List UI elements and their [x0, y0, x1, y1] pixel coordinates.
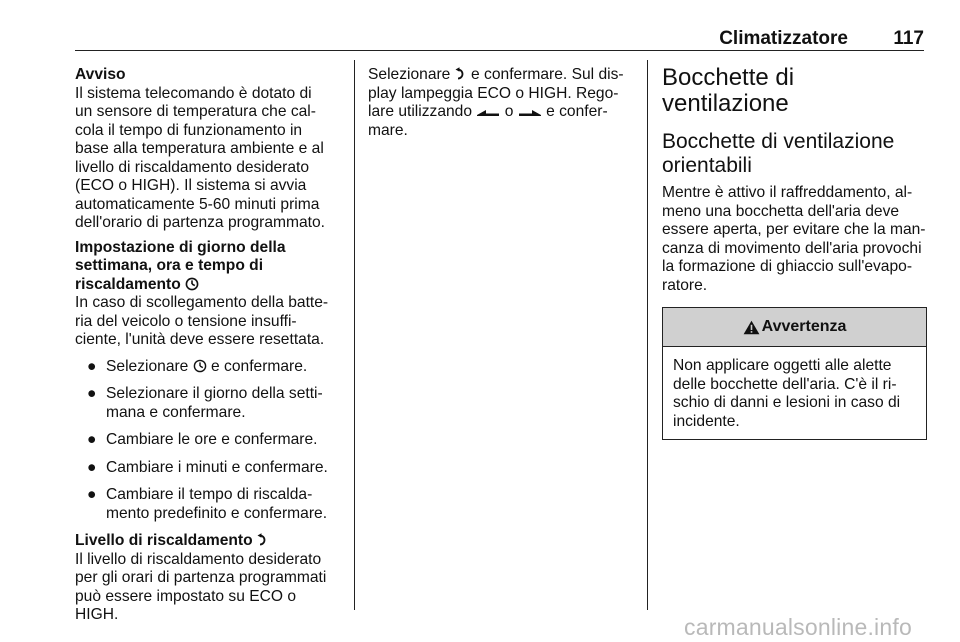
text-line: ria del veicolo o tensione insuffi- [75, 312, 297, 330]
clock-icon [193, 359, 207, 373]
list-text: Selezionare il giorno della setti- [106, 385, 323, 402]
bullet: ● [87, 431, 97, 448]
warning-box [662, 307, 927, 440]
text-line: canza di movimento dell'aria provochi [662, 239, 922, 257]
list-item [75, 385, 347, 422]
schedule-paragraph [75, 294, 347, 350]
heat-level-arrow-icon [455, 67, 467, 81]
bullet: ● [87, 486, 97, 503]
text-line: Mentre è attivo il raffreddamento, al- [662, 184, 913, 201]
list-text: Cambiare le ore e confermare. [106, 431, 318, 448]
bullet: ● [87, 385, 97, 402]
text-line: play lampeggia ECO o HIGH. Rego- [368, 84, 619, 102]
text-line: incidente. [673, 412, 740, 430]
text-fragment: lare utilizzando [368, 103, 473, 120]
text-line: ciente, l'unità deve essere resettata. [75, 331, 325, 348]
column-divider-1 [354, 60, 355, 610]
text-line: Non applicare oggetti alle alette [673, 357, 892, 374]
right-arrow-icon [518, 108, 542, 118]
warning-header [663, 308, 926, 347]
title-line: Bocchette di [662, 64, 795, 91]
list-text: mento predefinito e confermare. [106, 504, 328, 522]
text-fragment: o [504, 103, 514, 120]
avviso-text [75, 85, 347, 233]
section-heading-schedule [75, 239, 347, 295]
text-line: livello di riscaldamento desiderato [75, 158, 310, 176]
text-line [368, 66, 633, 85]
list-item [75, 486, 347, 523]
list-text: Selezionare [106, 357, 189, 375]
section-heading-heat-level [75, 532, 347, 551]
heat-level-paragraph [75, 551, 347, 625]
section-title-vents [662, 65, 927, 117]
title-line: Bocchette di ventilazione [662, 130, 895, 153]
list-item [75, 358, 347, 377]
steps-list [75, 358, 347, 524]
clock-icon [185, 277, 199, 291]
heading-line: riscaldamento [75, 275, 181, 293]
heat-level-arrow-icon [257, 533, 269, 547]
left-arrow-icon [476, 108, 500, 118]
list-text: Cambiare il tempo di riscalda- [106, 486, 313, 503]
text-line: può essere impostato su ECO o [75, 587, 297, 605]
warning-body [663, 347, 926, 439]
text-line: mare. [368, 121, 408, 139]
text-line: cola il tempo di funzionamento in [75, 121, 303, 139]
bullet: ● [87, 357, 97, 375]
heading-line: Impostazione di giorno della [75, 238, 286, 256]
heading-text: Livello di riscaldamento [75, 532, 253, 549]
watermark: carmanualsonline.info [684, 614, 912, 640]
title-line: orientabili [662, 154, 752, 177]
list-text: e confermare. [211, 357, 308, 375]
list-item [75, 459, 347, 478]
text-line: base alla temperatura ambiente e al [75, 140, 324, 157]
text-fragment: e confer- [546, 103, 608, 120]
list-item [75, 431, 347, 450]
text-line: per gli orari di partenza programmati [75, 569, 327, 586]
text-fragment: Selezionare [368, 66, 451, 83]
list-text: mana e confermare. [106, 403, 246, 421]
column-2 [368, 66, 633, 140]
text-line: schio di danni e lesioni in caso di [673, 394, 901, 411]
text-line: meno una bocchetta dell'aria deve [662, 202, 900, 220]
subsection-title [662, 130, 927, 178]
text-line: la formazione di ghiaccio sull'evapo- [662, 258, 913, 275]
page-number: 117 [893, 28, 924, 49]
list-text: Cambiare i minuti e confermare. [106, 458, 328, 476]
text-line: (ECO o HIGH). Il sistema si avvia [75, 177, 307, 194]
header-rule [75, 50, 924, 51]
text-line: Il livello di riscaldamento desiderato [75, 550, 322, 568]
text-line: Il sistema telecomando è dotato di [75, 84, 312, 102]
section-title: Climatizzatore [719, 28, 848, 49]
text-line: HIGH. [75, 606, 119, 623]
text-line [368, 103, 633, 122]
page-header [75, 28, 924, 52]
warning-title: Avvertenza [761, 317, 847, 335]
column-1 [75, 66, 347, 625]
warning-triangle-icon [743, 320, 760, 335]
text-line: automaticamente 5-60 minuti prima [75, 195, 320, 213]
avviso-title: Avviso [75, 66, 126, 83]
bullet: ● [87, 458, 97, 476]
text-line: In caso di scollegamento della batte- [75, 294, 329, 311]
text-fragment: e confermare. Sul dis- [471, 66, 624, 83]
title-line: ventilazione [662, 90, 789, 117]
text-line: ratore. [662, 276, 708, 294]
text-line: un sensore di temperatura che cal- [75, 103, 316, 120]
text-line: delle bocchette dell'aria. C'è il ri- [673, 375, 897, 393]
text-line: dell'orario di partenza programmato. [75, 214, 326, 231]
vents-paragraph [662, 184, 927, 295]
heading-line: settimana, ora e tempo di [75, 257, 264, 274]
text-line: essere aperta, per evitare che la man- [662, 221, 926, 238]
column-divider-2 [647, 60, 648, 610]
column-3 [662, 65, 927, 440]
